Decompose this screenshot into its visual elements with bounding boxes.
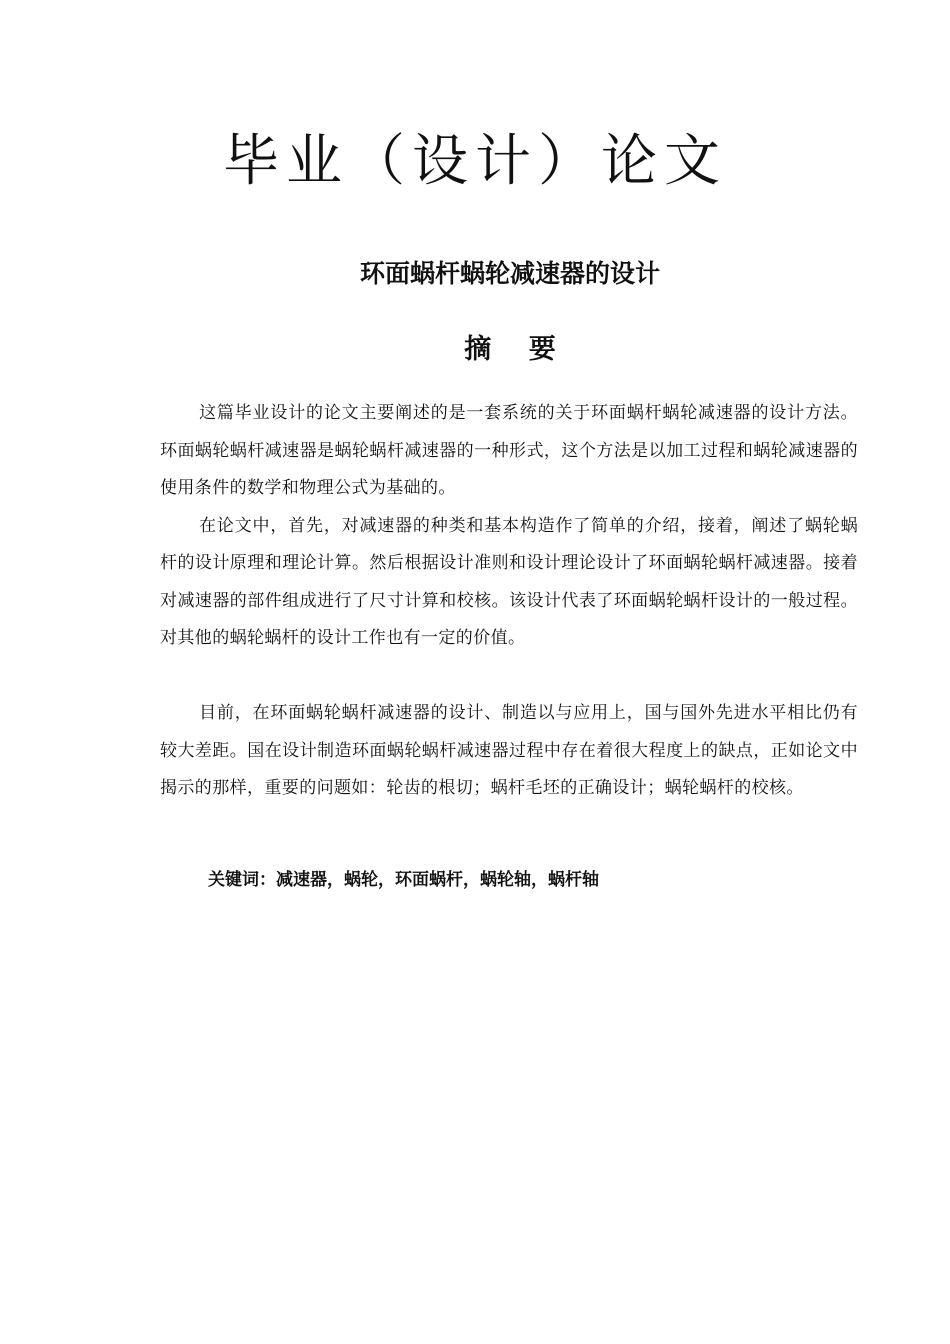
- abstract-paragraph-3: 目前，在环面蜗轮蜗杆减速器的设计、制造以与应用上，国与国外先进水平相比仍有较大差距。国在设计制造环面蜗轮蜗杆减速器过程中存在着很大程度上的缺点，正如论文中揭示的那样，重要的问题如：轮齿的根切；蜗杆毛坯的正确设计；蜗轮蜗杆的校核。: [160, 703, 858, 798]
- keywords-line: 关键词：减速器，蜗轮，环面蜗杆，蜗轮轴，蜗杆轴: [208, 870, 599, 890]
- thesis-subtitle: 环面蜗杆蜗轮减速器的设计: [359, 259, 660, 288]
- abstract-paragraph-1: 这篇毕业设计的论文主要阐述的是一套系统的关于环面蜗杆蜗轮减速器的设计方法。环面蜗轮蜗杆减速器是蜗轮蜗杆减速器的一种形式，这个方法是以加工过程和蜗轮减速器的使用条件的数学和物理公式为基础的。: [160, 403, 858, 498]
- thesis-main-title: 毕业（设计）论文: [223, 129, 727, 194]
- abstract-paragraph-2: 在论文中，首先，对减速器的种类和基本构造作了简单的介绍，接着，阐述了蜗轮蜗杆的设计原理和理论计算。然后根据设计准则和设计理论设计了环面蜗轮蜗杆减速器。接着对减速器的部件组成进行了尺寸计算和校核。该设计代表了环面蜗轮蜗杆设计的一般过程。对其他的蜗轮蜗杆的设计工作也有一定的价值。: [160, 515, 858, 648]
- abstract-body: [160, 395, 858, 808]
- abstract-heading: 摘 要: [464, 334, 556, 365]
